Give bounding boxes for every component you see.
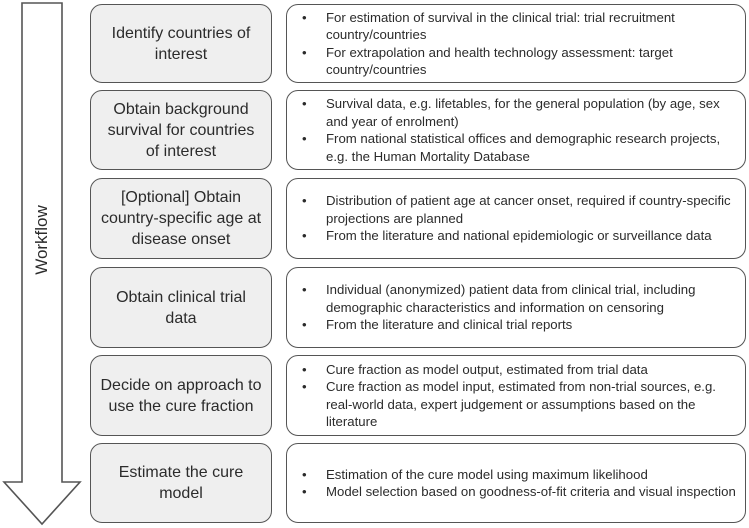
step-clinical-trial-data [90, 267, 272, 348]
step-label: Identify countries of interest [111, 24, 251, 63]
step-label: Obtain background survival for countries of interest [107, 100, 255, 160]
bullet-item: • For estimation of survival in the clinical trial: trial recruitment country/countries [299, 9, 737, 44]
step-label: [Optional] Obtain country-specific age at disease onset [100, 189, 262, 248]
bullet-item: • Cure fraction as model output, estimated from trial data [299, 361, 737, 379]
bullet-list [299, 466, 736, 501]
bullet-list [299, 281, 737, 334]
workflow-label: Workflow [32, 205, 51, 275]
bullet-item: • Distribution of patient age at cancer onset, required if country-specific projections are planned [299, 192, 737, 227]
detail-estimate-cure-model [286, 443, 746, 523]
detail-background-survival [286, 90, 746, 170]
step-age-at-onset [90, 178, 272, 259]
bullet-list [299, 9, 737, 79]
bullet-item: • From the literature and clinical trial reports [299, 316, 737, 334]
bullet-item: • For extrapolation and health technology assessment: target country/countries [299, 44, 737, 79]
bullet-list [299, 361, 737, 431]
bullet-list [299, 192, 737, 245]
bullet-item: • Cure fraction as model input, estimated from non-trial sources, e.g. real-world data, expert judgement or assumptions based on the literature [299, 378, 737, 431]
bullet-item: • Estimation of the cure model using maximum likelihood [299, 466, 736, 484]
step-cure-fraction-approach [90, 355, 272, 436]
bullet-item: • Survival data, e.g. lifetables, for the general population (by age, sex and year of enrolment) [299, 95, 737, 130]
bullet-item: • Individual (anonymized) patient data from clinical trial, including demographic characteristics and information on censoring [299, 281, 737, 316]
step-label: Estimate the cure model [118, 464, 244, 502]
step-estimate-cure-model [90, 443, 272, 523]
detail-identify-countries [286, 4, 746, 83]
bullet-item: • From national statistical offices and demographic research projects, e.g. the Human Mortality Database [299, 130, 737, 165]
bullet-list [299, 95, 737, 165]
step-background-survival [90, 90, 272, 170]
bullet-item: • From the literature and national epidemiologic or surveillance data [299, 227, 737, 245]
step-label: Obtain clinical trial data [116, 288, 246, 327]
detail-age-at-onset [286, 178, 746, 259]
step-label: Decide on approach to use the cure fraction [100, 376, 262, 415]
step-identify-countries [90, 4, 272, 83]
bullet-item: • Model selection based on goodness-of-fit criteria and visual inspection [299, 483, 736, 501]
detail-cure-fraction-approach [286, 355, 746, 436]
detail-clinical-trial-data [286, 267, 746, 348]
